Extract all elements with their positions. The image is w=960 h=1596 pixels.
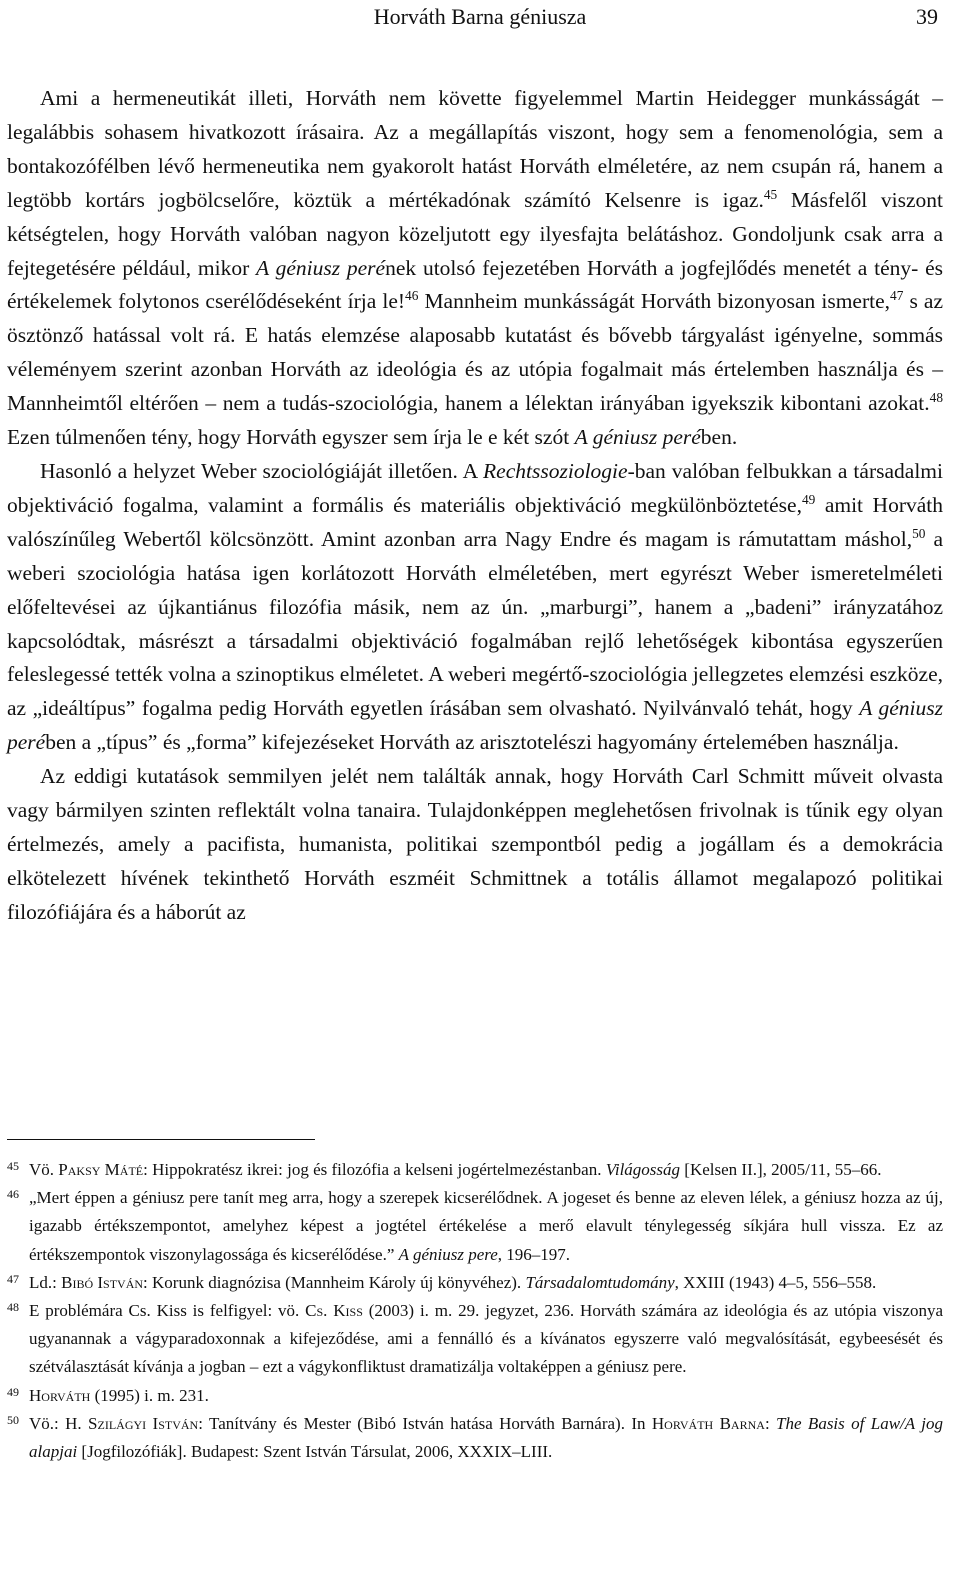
page-header bbox=[0, 4, 960, 36]
author-name: Paksy Máté bbox=[58, 1160, 144, 1179]
footnote-text bbox=[29, 1414, 943, 1461]
author-name: Horváth bbox=[29, 1385, 91, 1405]
footnote bbox=[7, 1410, 943, 1466]
footnote bbox=[7, 1382, 943, 1410]
footnote-ref: 45 bbox=[763, 186, 778, 202]
text-run: Vö. bbox=[29, 1160, 59, 1179]
text-run: [Jogfilozófiák]. Budapest: Szent István Társulat, 2006, XXXIX–LIII. bbox=[77, 1442, 553, 1462]
text-run: Másfelől viszont kétségtelen, hogy Horváth valóban nagyon közeljutott egy ilyesfajta belátáshoz. Gondoljunk csak arra a fejtegetésére például, mikor bbox=[7, 187, 943, 280]
footnote-number: 48 bbox=[7, 1300, 19, 1315]
paragraph bbox=[7, 82, 943, 455]
text-run: s az ösztönző hatással volt rá. E hatás elemzése alaposabb kutatást és bővebb tárgyalást igényelne, sommás véleményem szerint azonban Horváth az ideológia és az utópia fogalmait más értelemben használja és –Mannheimtől eltérően – nem a tudás-szociológia, hanem a lélektan irányában igyekszik kibontani azokat. bbox=[7, 289, 943, 416]
text-run: : bbox=[764, 1413, 777, 1433]
page-number: 39 bbox=[916, 4, 938, 29]
footnote-text bbox=[29, 1301, 943, 1376]
text-run: -ban valóban felbukkan a társadalmi objektiváció fogalma, valamint a formális és materiális objektiváció megkülönböztetése, bbox=[7, 458, 943, 517]
text-run: Vö.: H. bbox=[29, 1413, 89, 1433]
text-run: : Tanítvány és Mester (Bibó István hatása Horváth Barnára). In bbox=[198, 1413, 652, 1433]
italic-text: Társadalomtudomány bbox=[525, 1272, 675, 1292]
text-run: E problémára Cs. Kiss is felfigyel: vö. bbox=[29, 1301, 306, 1321]
text-run: Ezen túlmenően tény, hogy Horváth egyszer sem írja le e két szót bbox=[7, 425, 575, 450]
text-run: Az eddigi kutatások semmilyen jelét nem találták annak, hogy Horváth Carl Schmitt műveit olvasta vagy bármilyen szinten reflektált volna tanaira. Tulajdonképpen meglehetősen frivolnak is tűnik egy olyan értelmezés, amely a pacifista, humanista, politikai szempontból pedig a jogállam és a demokrácia elkötelezett hívének tekinthető Horváth eszméit Schmittnek a totális államot megalapozó politikai filozófiájára és a háborút az bbox=[7, 764, 943, 924]
footnotes bbox=[7, 1156, 943, 1466]
text-run: Ld.: bbox=[29, 1272, 62, 1292]
footnote-number: 47 bbox=[7, 1271, 19, 1286]
footnote bbox=[7, 1184, 943, 1269]
footnote bbox=[7, 1269, 943, 1297]
paragraph bbox=[7, 455, 943, 760]
italic-text: A géniusz peré bbox=[256, 255, 386, 280]
italic-text: Rechtssoziologie bbox=[483, 458, 628, 483]
paragraph bbox=[7, 760, 943, 930]
text-run: Mannheim munkásságát Horváth bizonyosan ismerte, bbox=[418, 289, 891, 314]
footnote bbox=[7, 1297, 943, 1382]
footnote-text bbox=[29, 1160, 882, 1179]
footnote bbox=[7, 1156, 943, 1184]
footnote-ref: 48 bbox=[929, 390, 943, 405]
author-name: Bibó István bbox=[61, 1272, 144, 1292]
footnote-ref: 46 bbox=[405, 288, 419, 304]
text-run: amit Horváth valószínűleg Webertől kölcsönzött. Amint azonban arra Nagy Endre és magam is rámutattam máshol, bbox=[7, 492, 943, 551]
footnote-number: 46 bbox=[7, 1187, 19, 1202]
text-run: „Mert éppen a géniusz pere tanít meg arra, hogy a szerepek kicserélődnek. A jogeset és benne az eleven lélek, a géniusz hozza az új, igazabb értékszempontot, amelyhez képest a jogtétel értékelése a merő elavult ténylegesség síkjára hull vissza. Ez az értékszempontok viszonylagossága és kicserélődése.” bbox=[29, 1188, 943, 1264]
text-run: a weberi szociológia hatása igen korlátozott Horváth elméletében, mert egyrészt Weber ismeretelméleti előfeltevései az újkantiánus filozófia másik, nem az ún. „marburgi”, hanem a „badeni” irányzatához kapcsolódtak, másrészt a társadalmi objektiváció fogalmában rejlő lehetőségek kibontása egyszerűen feleslegessé tették volna a szinoptikus elméletet. A weberi megértő-szociológia jellegzetes elemzési eszköze, az „ideáltípus” fogalma pedig Horváth egyetlen írásában sem olvasható. Nyilvánvaló tehát, hogy bbox=[7, 526, 944, 721]
footnote-ref: 50 bbox=[912, 525, 926, 541]
footnote-ref: 47 bbox=[890, 288, 904, 304]
text-run: [Kelsen II.], 2005/11, 55–66. bbox=[680, 1160, 882, 1179]
footnote-number: 50 bbox=[7, 1412, 19, 1427]
text-run: , XXIII (1943) 4–5, 556–558. bbox=[674, 1272, 877, 1292]
footnote-text bbox=[29, 1188, 943, 1263]
italic-text: A géniusz pere bbox=[398, 1244, 498, 1264]
author-name: Horváth Barna bbox=[651, 1413, 765, 1433]
text-run: : Hippokratész ikrei: jog és filozófia a kelseni jogértelmezéstanban. bbox=[143, 1160, 606, 1179]
footnote-ref: 49 bbox=[801, 491, 816, 507]
body-text bbox=[7, 82, 943, 930]
italic-text: A géniusz peré bbox=[7, 696, 943, 755]
footnote-number: 45 bbox=[7, 1159, 19, 1173]
text-run: Hasonló a helyzet Weber szociológiáját illetően. A bbox=[40, 458, 484, 483]
text-run: nek utolsó fejezetében Horváth a jogfejlődés menetét a tény- és értékelemek folytonos cserélődéseként írja le! bbox=[7, 255, 943, 314]
footnote-text bbox=[29, 1386, 209, 1405]
text-run: Ami a hermeneutikát illeti, Horváth nem követte figyelemmel Martin Heidegger munkásságát – legalábbis sohasem hivatkozott írásaira. Az a megállapítás viszont, hogy sem a fenomenológia, sem a bontakozófélben lévő hermeneutika nem gyakorolt hatást Horváth elméletére, az nem csupán rá, hanem a legtöbb kortárs jogbölcselőre, köztük a mértékadónak számító Kelsenre is igaz. bbox=[7, 86, 943, 212]
author-name: Szilágyi István bbox=[88, 1413, 199, 1433]
text-run: (2003) i. m. 29. jegyzet, 236. Horváth számára az ideológia és az utópia viszonya ugyanannak a vágyparadoxonnak a kifejeződése, ami a fennálló és a kívánatos egyszerre való megvalósítását, egybeesését és szétválasztását kívánja a jogban – ezt a vágykonfliktust dramatizálja voltaképpen a géniusz pere. bbox=[29, 1301, 943, 1377]
author-name: Cs. Kiss bbox=[305, 1301, 363, 1321]
text-run: (1995) i. m. 231. bbox=[90, 1385, 209, 1405]
italic-text: Világosság bbox=[605, 1160, 681, 1179]
text-run: : Korunk diagnózisa (Mannheim Károly új könyvéhez). bbox=[143, 1272, 526, 1292]
running-title: Horváth Barna géniusza bbox=[373, 4, 587, 29]
text-run: ben a „típus” és „forma” kifejezéseket Horváth az arisztotelészi hagyomány értelemében használja. bbox=[45, 730, 899, 755]
text-run: ben. bbox=[700, 425, 738, 450]
text-run: , 196–197. bbox=[497, 1244, 571, 1264]
italic-text: A géniusz peré bbox=[574, 425, 701, 450]
footnote-divider bbox=[7, 1139, 315, 1140]
footnote-text bbox=[29, 1273, 876, 1292]
footnote-number: 49 bbox=[7, 1384, 19, 1399]
italic-text: The Basis of Law/A jog alapjai bbox=[29, 1413, 943, 1462]
